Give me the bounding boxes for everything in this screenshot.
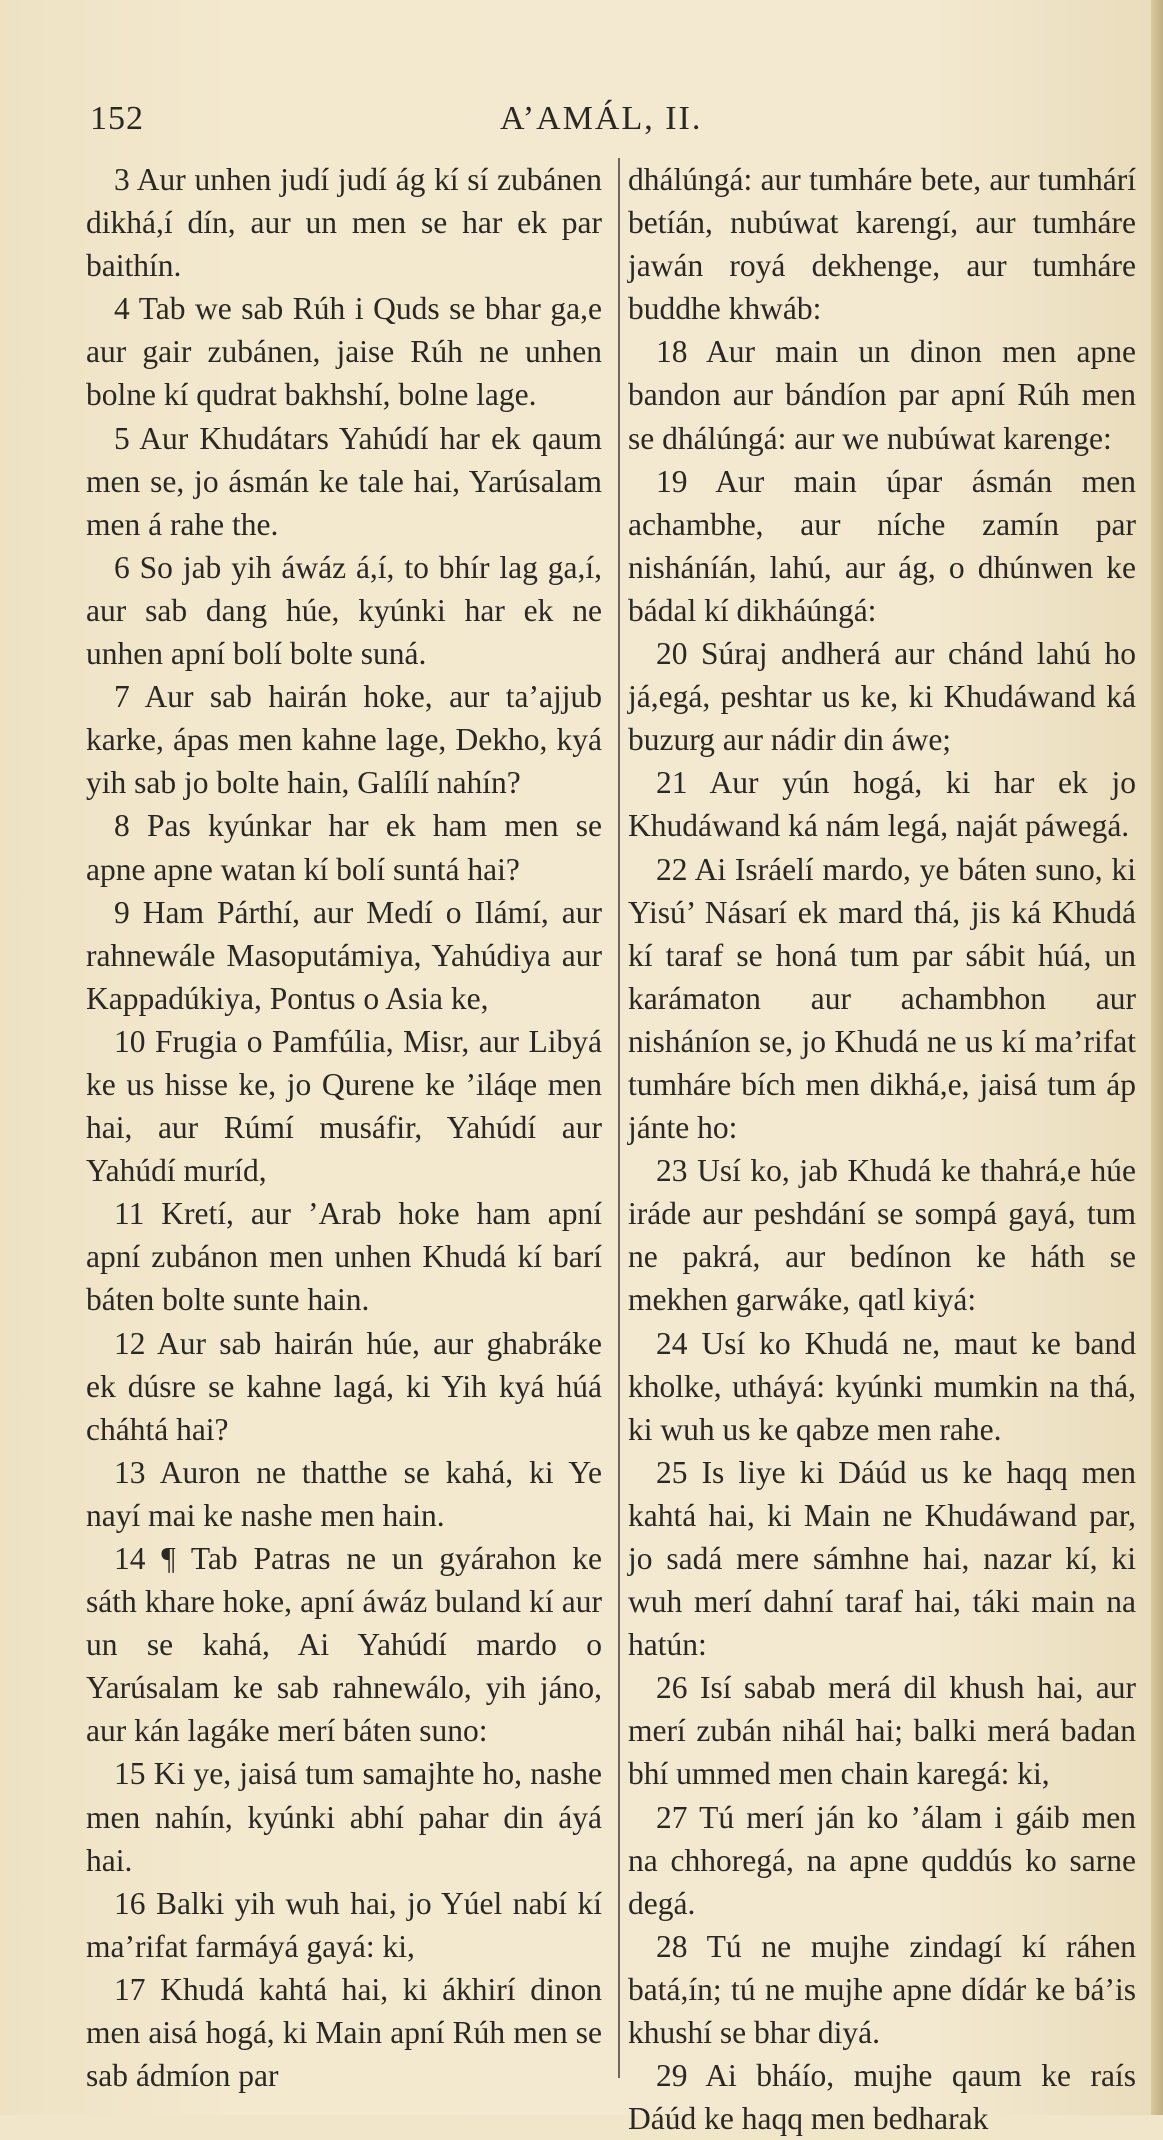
verse: 12 Aur sab hairán húe, aur ghabráke ek dúsre se kahne lagá, ki Yih kyá húá cháhtá hai? <box>86 1325 602 1447</box>
verse: 11 Kretí, aur ’Arab hoke ham apní apní zubánon men unhen Khudá kí barí báten bolte sunte hain. <box>86 1196 602 1318</box>
verse: 8 Pas kyúnkar har ek ham men se apne apne watan kí bolí suntá hai? <box>86 808 602 887</box>
verse: 16 Balki yih wuh hai, jo Yúel nabí kí ma’rifat farmáyá gayá: ki, <box>86 1885 602 1964</box>
verse: 26 Isí sabab merá dil khush hai, aur merí zubán nihál hai; balki merá badan bhí ummed men chain karegá: ki, <box>628 1670 1136 1792</box>
verse: 3 Aur unhen judí judí ág kí sí zubánen dikhá,í dín, aur un men se har ek par baithín. <box>86 162 602 284</box>
verse: 24 Usí ko Khudá ne, maut ke band kholke, utháyá: kyúnki mumkin na thá, ki wuh us ke qabze men rahe. <box>628 1325 1136 1447</box>
verse-continuation: dhálúngá: aur tumháre bete, aur tumhárí betíán, nubúwat karengí, aur tumháre jawán royá dekhenge, aur tumháre buddhe khwáb: <box>628 162 1136 327</box>
verse: 23 Usí ko, jab Khudá ke thahrá,e húe iráde aur peshdání se sompá gayá, tum ne pakrá, aur bedínon ke háth se mekhen garwáke, qatl kiyá: <box>628 1153 1136 1318</box>
verse: 14 ¶ Tab Patras ne un gyárahon ke sáth khare hoke, apní áwáz buland kí aur un se kahá, Ai Yahúdí mardo o Yarúsalam ke sab rahnewálo, yih jáno, aur kán lagáke merí báten suno: <box>86 1541 602 1749</box>
verse: 25 Is liye ki Dáúd us ke haqq men kahtá hai, ki Main ne Khudáwand par, jo sadá mere sámhne hai, nazar kí, ki wuh merí dahní taraf hai, táki main na hatún: <box>628 1454 1136 1663</box>
page-edge <box>1151 0 1163 2115</box>
verse: 7 Aur sab hairán hoke, aur ta’ajjub karke, ápas men kahne lage, Dekho, kyá yih sab jo bolte hain, Galílí nahín? <box>86 679 602 801</box>
verse: 28 Tú ne mujhe zindagí kí ráhen batá,ín; tú ne mujhe apne dídár ke bá’is khushí se bhar diyá. <box>628 1928 1136 2051</box>
verse: 13 Auron ne thatthe se kahá, ki Ye nayí mai ke nashe men hain. <box>86 1454 602 1533</box>
column-divider <box>618 158 620 2078</box>
left-column <box>86 158 602 2097</box>
verse: 4 Tab we sab Rúh i Quds se bhar ga,e aur gair zubánen, jaise Rúh ne unhen bolne kí qudrat bakhshí, bolne lage. <box>86 291 602 413</box>
page-number: 152 <box>90 100 144 137</box>
verse: 9 Ham Párthí, aur Medí o Ilámí, aur rahnewále Masoputámiya, Yahúdiya aur Kappadúkiya, Pontus o Asia ke, <box>86 894 602 1016</box>
verse: 15 Ki ye, jaisá tum samajhte ho, nashe men nahín, kyúnki abhí pahar din áyá hai. <box>86 1756 602 1878</box>
verse: 29 Ai bháío, mujhe qaum ke raís Dáúd ke haqq men bedharak <box>628 2058 1136 2137</box>
verse: 10 Frugia o Pamfúlia, Misr, aur Libyá ke us hisse ke, jo Qurene ke ’iláqe men hai, aur Rúmí musáfir, Yahúdí aur Yahúdí muríd, <box>86 1023 602 1189</box>
running-title: A’AMÁL, II. <box>500 100 703 137</box>
verse: 19 Aur main úpar ásmán men achambhe, aur níche zamín par nisháníán, lahú, aur ág, o dhúnwen ke bádal kí dikháúngá: <box>628 463 1136 628</box>
verse: 20 Súraj andherá aur chánd lahú ho já,egá, peshtar us ke, ki Khudáwand ká buzurg aur nádir din áwe; <box>628 636 1136 758</box>
verse: 18 Aur main un dinon men apne bandon aur bándíon par apní Rúh men se dhálúngá: aur we nubúwat karenge: <box>628 334 1136 456</box>
verse: 21 Aur yún hogá, ki har ek jo Khudáwand ká nám legá, naját páwegá. <box>628 765 1136 844</box>
verse: 5 Aur Khudátars Yahúdí har ek qaum men se, jo ásmán ke tale hai, Yarúsalam men á rahe the. <box>86 420 602 542</box>
verse: 22 Ai Isráelí mardo, ye báten suno, ki Yisú’ Násarí ek mard thá, jis ká Khudá kí taraf se honá tum par sábit húá, un karámaton aur achambhon aur nisháníon se, jo Khudá ne us kí ma’rifat tumháre bích men dikhá,e, jaisá tum áp jánte ho: <box>628 851 1136 1146</box>
verse: 6 So jab yih áwáz á,í, to bhír lag ga,í, aur sab dang húe, kyúnki har ek ne unhen apní bolí bolte suná. <box>86 549 602 672</box>
verse: 27 Tú merí ján ko ’álam i gáib men na chhoregá, na apne quddús ko sarne degá. <box>628 1799 1136 1921</box>
verse: 17 Khudá kahtá hai, ki ákhirí dinon men aisá hogá, ki Main apní Rúh men se sab ádmíon par <box>86 1971 602 2094</box>
right-column <box>628 158 1136 2140</box>
